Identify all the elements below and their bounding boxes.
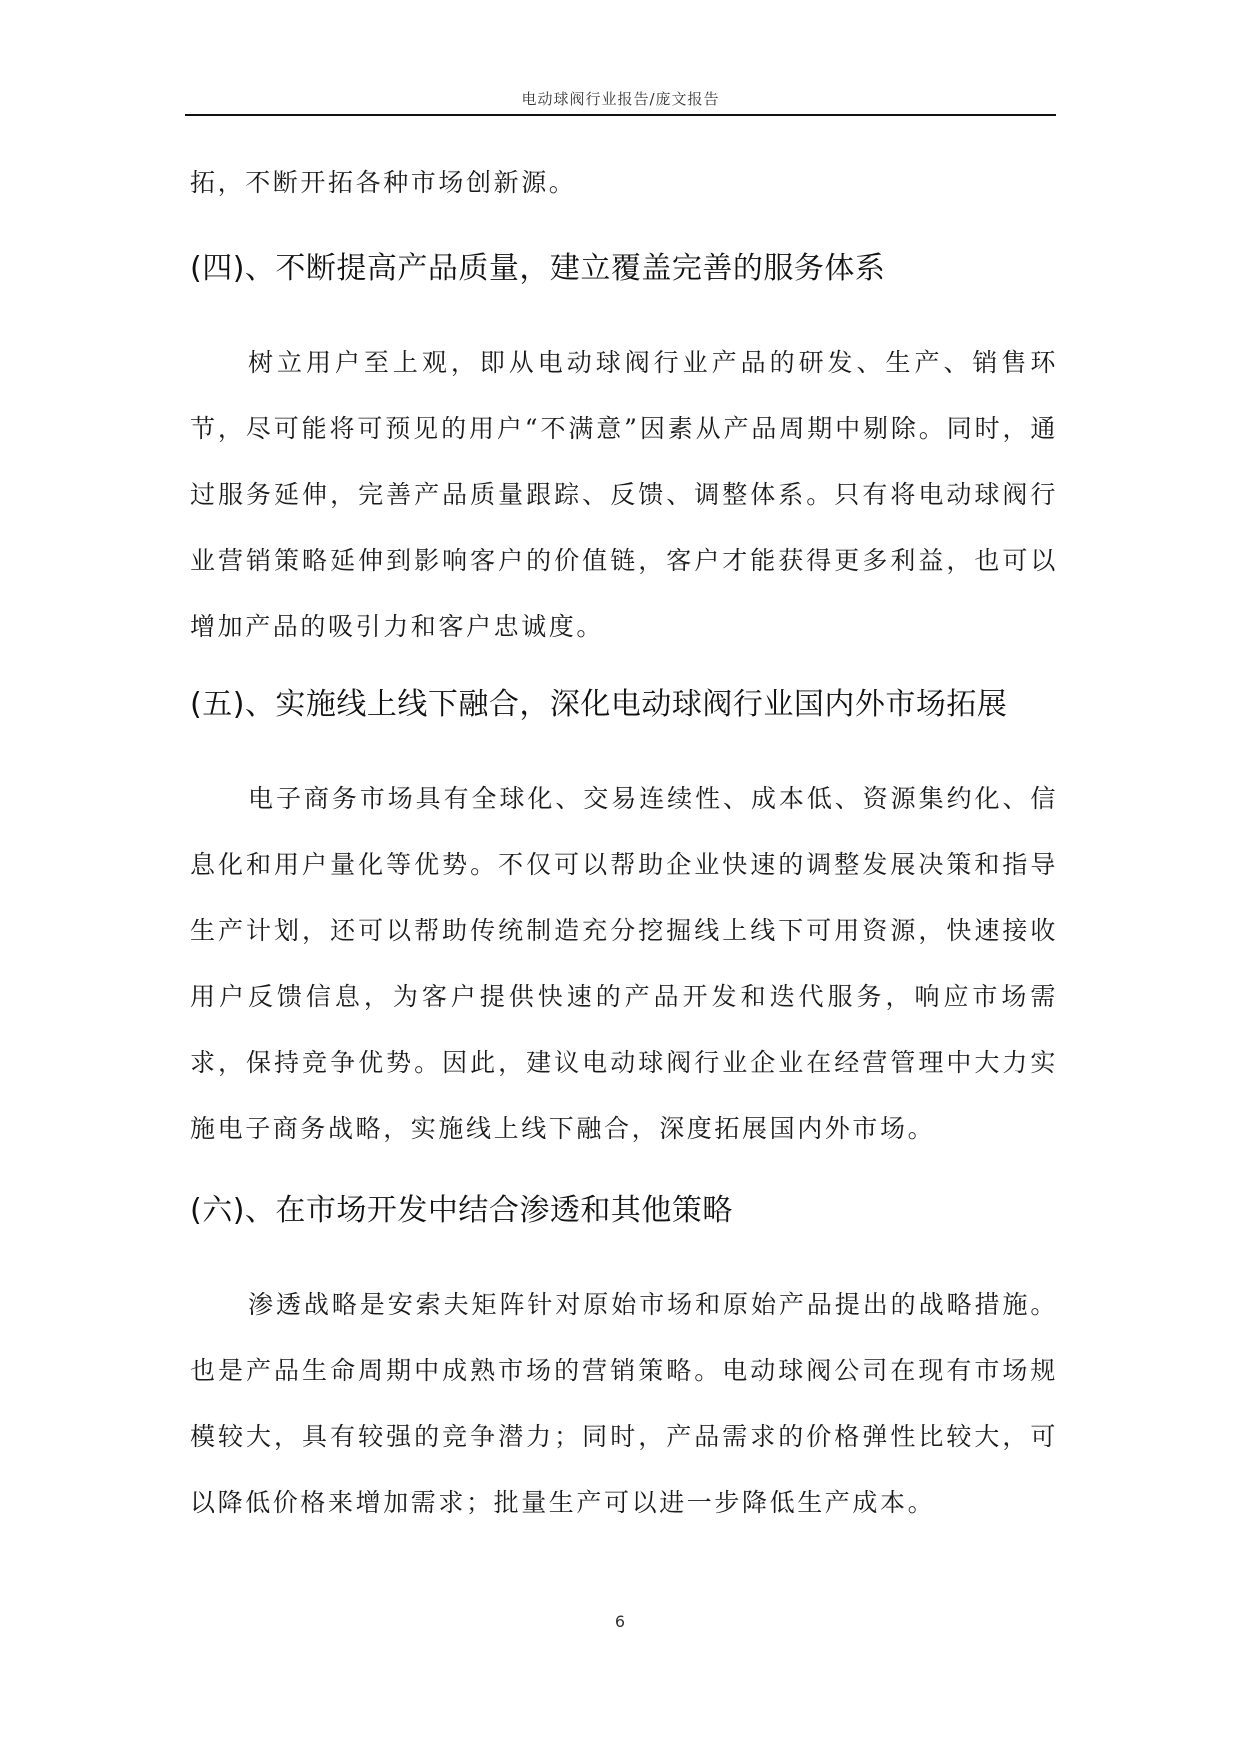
section-paragraph-6: 渗透战略是安索夫矩阵针对原始市场和原始产品提出的战略措施。也是产品生命周期中成熟市场的营销策略。电动球阀公司在现有市场规模较大，具有较强的竞争潜力；同时，产品需求的价格弹性比较大，可以降低价格来增加需求；批量生产可以进一步降低生产成本。 bbox=[190, 1290, 1058, 1517]
page-header: 电动球阀行业报告/庞文报告 bbox=[521, 90, 720, 108]
page-number: 6 bbox=[614, 1612, 626, 1631]
section-paragraph-4: 树立用户至上观，即从电动球阀行业产品的研发、生产、销售环节，尽可能将可预见的用户“不满意”因素从产品周期中剔除。同时，通过服务延伸，完善产品质量跟踪、反馈、调整体系。只有将电动球阀行业营销策略延伸到影响客户的价值链，客户才能获得更多利益，也可以增加产品的吸引力和客户忠诚度。 bbox=[190, 348, 1058, 641]
header-divider bbox=[185, 114, 1056, 116]
section-heading-5: (五)、实施线上线下融合，深化电动球阀行业国内外市场拓展 bbox=[190, 687, 1008, 722]
document-body bbox=[190, 150, 1058, 1536]
section-heading-6: (六)、在市场开发中结合渗透和其他策略 bbox=[190, 1193, 733, 1228]
continuation-paragraph: 拓，不断开拓各种市场创新源。 bbox=[190, 168, 577, 197]
section-paragraph-5: 电子商务市场具有全球化、交易连续性、成本低、资源集约化、信息化和用户量化等优势。不仅可以帮助企业快速的调整发展决策和指导生产计划，还可以帮助传统制造充分挖掘线上线下可用资源，快速接收用户反馈信息，为客户提供快速的产品开发和迭代服务，响应市场需求，保持竞争优势。因此，建议电动球阀行业企业在经营管理中大力实施电子商务战略，实施线上线下融合，深度拓展国内外市场。 bbox=[190, 784, 1058, 1143]
section-heading-4: (四)、不断提高产品质量，建立覆盖完善的服务体系 bbox=[190, 251, 886, 286]
